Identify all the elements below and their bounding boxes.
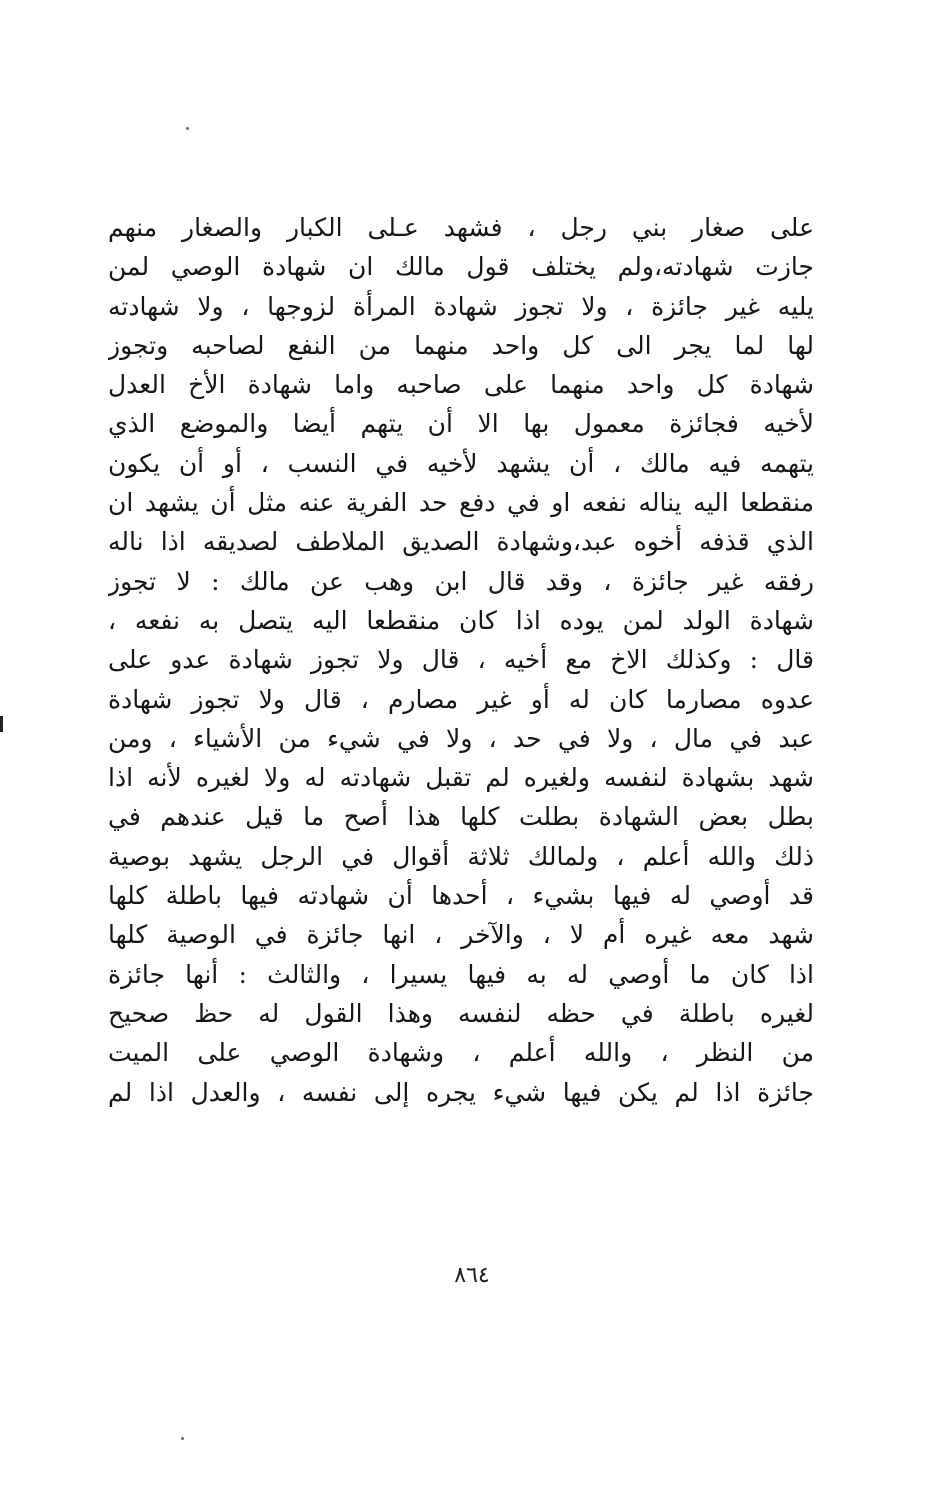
text-line: لها لما يجر الى كل واحد منهما من النفع لصاحبه وتجوز [108, 330, 814, 360]
text-line: قال : وكذلك الاخ مع أخيه ، قال ولا تجوز شهادة عدو على [108, 645, 814, 675]
text-line: على صغار بني رجل ، فشهد عـلى الكبار والصغار منهم [108, 213, 814, 242]
text-line: رفقه غير جائزة ، وقد قال ابن وهب عن مالك : لا تجوز [108, 566, 814, 596]
text-line: شهد بشهادة لنفسه ولغيره لم تقبل شهادته له ولا لغيره لأنه اذا [108, 763, 814, 793]
speck-mark [181, 1437, 184, 1440]
text-line: لأخيه فجائزة معمول بها الا أن يتهم أيضا والموضع الذي [108, 409, 814, 439]
text-line: قد أوصي له فيها بشيء ، أحدها أن شهادته فيها باطلة كلها [108, 881, 814, 911]
text-line: لغيره باطلة في حظه لنفسه وهذا القول له حظ صحيح [108, 998, 814, 1028]
text-line: يليه غير جائزة ، ولا تجوز شهادة المرأة لزوجها ، ولا شهادته [108, 291, 814, 321]
text-line: شهد معه غيره أم لا ، والآخر ، انها جائزة في الوصية كلها [108, 920, 814, 950]
text-line: اذا كان ما أوصي له به فيها يسيرا ، والثالث : أنها جائزة [108, 959, 814, 989]
text-line: بطل بعض الشهادة بطلت كلها هذا أصح ما قيل عندهم في [108, 802, 814, 832]
page-number: ٨٦٤ [454, 1263, 490, 1288]
text-line: جائزة اذا لم يكن فيها شيء يجره إلى نفسه ، والعدل اذا لم [108, 1077, 814, 1107]
text-line: شهادة الولد لمن يوده اذا كان منقطعا اليه يتصل به نفعه ، [108, 605, 814, 635]
margin-mark [0, 716, 3, 732]
text-line: عدوه مصارما كان له أو غير مصارم ، قال ولا تجوز شهادة [108, 684, 814, 714]
text-line: شهادة كل واحد منهما على صاحبه واما شهادة الأخ العدل [108, 370, 814, 400]
text-line: يتهمه فيه مالك ، أن يشهد لأخيه في النسب ، أو أن يكون [108, 448, 814, 478]
speck-mark [186, 127, 189, 130]
text-line: جازت شهادته،ولم يختلف قول مالك ان شهادة الوصي لمن [108, 252, 814, 282]
text-line: ذلك والله أعلم ، ولمالك ثلاثة أقوال في الرجل يشهد بوصية [108, 841, 814, 871]
text-line: من النظر ، والله أعلم ، وشهادة الوصي على الميت [108, 1038, 814, 1068]
text-line: منقطعا اليه يناله نفعه او في دفع حد الفرية عنه مثل أن يشهد ان [108, 488, 814, 518]
text-line: عبد في مال ، ولا في حد ، ولا في شيء من الأشياء ، ومن [108, 723, 814, 753]
text-line: الذي قذفه أخوه عبد،وشهادة الصديق الملاطف لصديقه اذا ناله [108, 527, 814, 557]
body-text [108, 208, 814, 1112]
